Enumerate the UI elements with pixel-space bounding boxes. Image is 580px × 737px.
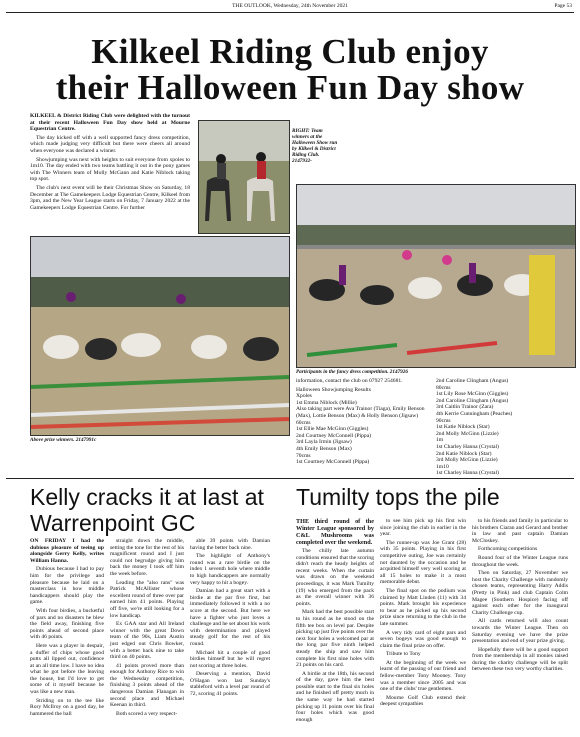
article-paragraph: All cards returned will also count towards the Winter League. Then on Saturday evening we have the prize presentation and end of year prize giving. <box>472 618 568 645</box>
article-paragraph: to his friends and family in particular to his brothers Ciaran and Gerard and brother in law and past captain Damian McCloskey. <box>472 518 568 544</box>
article-paragraph: The runner-up was Joe Grant (28) with 35 points. Playing in his first competitive outing, Joe was certainly not daunted by the occasion and he acquitted himself very well scoring at all 15 holes to make it a most memorable debut. <box>380 539 466 586</box>
result-line: 3rd Caitlin Trainor (Zara) <box>436 404 494 411</box>
result-line: 1st Charley Hanna (Crystal) <box>436 470 499 477</box>
fancy-dress-illustration <box>297 185 575 367</box>
article-paragraph: to see him pick up his first win since joining the club in earlier in the year. <box>380 518 466 538</box>
result-line: 1m <box>436 437 444 444</box>
header-rule <box>6 12 574 13</box>
article-paragraph: 41 points proved more than enough for Anthony Rice to win the Wednesday competition, finishing 3 points ahead of the dangerous Damian Flanagan in second place and Michael Keenan in third. <box>110 662 184 709</box>
result-line: 1st Lily Rose McGinn (Giggles) <box>436 391 509 398</box>
result-line: 1m10 <box>436 463 449 470</box>
golf2-col-3 <box>472 518 568 734</box>
article-paragraph: Striding on to the tee like Rory McIlroy on a good day, he hammered the ball <box>30 697 104 717</box>
article-paragraph: Round four of the Winter League runs throughout the week. <box>472 554 568 568</box>
result-line: 80cms <box>436 384 451 391</box>
result-line: 2nd Caroline Clingham (Angus) <box>436 397 509 404</box>
prize-winners-illustration <box>31 237 289 435</box>
article-paragraph: Mourne Golf Club extend their deepest sympathies <box>380 694 466 708</box>
golf2-col-2 <box>380 518 466 734</box>
page-header <box>0 2 580 12</box>
article-paragraph: At the beginning of the week we learnt of the passing of our friend and fellow-member Tony Mooney. Tony was a member since 2005 and was one of the clubs' true gentlemen. <box>380 659 466 693</box>
club-contact-info: information, contact the club on 07927 254681. <box>296 378 403 384</box>
result-line: 1st Ellie Mae McGinn (Giggles) <box>296 426 369 433</box>
article-paragraph: A birdie at the 18th, his second of the day, gave him the best possible start to the final six holes and he finished off pretty much in the same way he had started picking up 11 points over his final four holes which was good enough <box>296 670 374 723</box>
golf2-col-1 <box>296 518 374 734</box>
article-paragraph: Hopefully there will be a good support from the membership in all monies raised during the charity challenge will be split between these two very worthy charities. <box>472 646 568 673</box>
golf-headline-1: Kelly cracks it at last at Warrenpoint GC <box>30 484 264 536</box>
results-heading: Halloween Showjumping Results <box>296 386 371 393</box>
article-paragraph: Tribute to Tony <box>386 651 421 658</box>
article-paragraph: Forthcoming competitions <box>478 546 538 553</box>
result-line: Xpoles <box>296 393 312 400</box>
result-line: 1st Courtney McConnell (Pippa) <box>296 459 370 466</box>
article-paragraph: straight down the middle, setting the tone for the rest of his magnificent round and I just could not begrudge giving him back the money I took off him the week before. <box>110 538 184 577</box>
golf1-col-3 <box>190 538 270 734</box>
article-paragraph: With four birdies, a bucketful of pars and no disasters he blew the field away, finishing five points ahead of second place with 46 points. <box>30 607 104 641</box>
article-paragraph: Dubious because I had to pay him for the privilege and pleasure because he laid on a masterclass in how middle handicappers should play the game. <box>30 566 104 606</box>
fancy-dress-photo <box>296 184 576 368</box>
golf1-col-2 <box>110 538 184 734</box>
golf-headline-2: Tumilty tops the pile <box>296 484 500 510</box>
article-paragraph: The highlight of Anthony's round was a rare birdie on the index 1 seventh hole where middle to high handicappers are normally very happy to hit a bogey. <box>190 553 270 586</box>
article-paragraph: A very tidy card of eight pars and seven bogeys was good enough to claim the final prize on offer. <box>380 629 466 649</box>
golf1-col-1 <box>30 538 104 734</box>
results-col-2 <box>436 378 572 477</box>
article-paragraph: The final spot on the podium was claimed by Matt Linden (11) with 34 points. Mark brought his experience to bear as he picked up his second prize since returning to the club in the late summer. <box>380 587 466 627</box>
result-line: 2nd Courtney McConnell (Pippa) <box>296 432 372 439</box>
article1-body <box>30 113 190 233</box>
result-line: 4th Emily Benson (Max) <box>296 445 352 452</box>
article1-para: The club's next event will be their Christmas Show on Saturday, 18 December at The Gamekeepers Lodge Equestrian Centre, Kilkeel from 3pm, and the New Year League starts on Friday, 7 January 2022 at the Gamekeepers Lodge Equestrian Centre. For further <box>30 184 190 211</box>
article-paragraph: Both scored a very respect- <box>116 710 178 717</box>
article-paragraph: Ex GAA star and All Ireland winner with the great Down team of the 90s, Liam Austin just edged out Chris Bowker, with a better back nine to take third on 40 points. <box>110 621 184 661</box>
article-paragraph: Then on Saturday, 27 November we host the Charity Challenge with randomly chosen teams, representing Harry Addis (Pretty in Pink) and club Captain Colm Magee (Southern Hospice) facing off against each other for the inaugural Charity Challenge cup. <box>472 570 568 616</box>
team-winners-caption: RIGHT: Team winners at the Halloween Show run by Kilkeel & District Riding Club. 2147932- <box>292 128 338 164</box>
prize-winners-caption: Above prize winners. 2147991c <box>30 437 97 443</box>
article-paragraph: able 39 points with Damian having the better back nine. <box>190 538 270 551</box>
article1-lead: KILKEEL & District Riding Club were delighted with the turnout at their recent Halloween Fun Day show held at Mourne Equestrian Centre. <box>30 113 190 133</box>
result-line: 90cms <box>436 417 451 424</box>
results-col-1 <box>296 378 426 470</box>
article-paragraph: Michael hit a couple of good birdies himself but he will regret not scoring at three holes. <box>190 649 270 669</box>
headline-line-1: Kilkeel Riding Club enjoy <box>91 32 489 71</box>
section-rule <box>6 478 574 479</box>
team-winners-photo <box>198 120 290 234</box>
result-line: 3rd Layla Irmin (Jigsaw) <box>296 439 352 446</box>
result-line: 3rd Molly McGinn (Lizzie) <box>436 457 498 464</box>
page-number: Page 53 <box>554 3 572 9</box>
article-paragraph: Damian had a great start with a birdie at the par five first, but immediately followed it with a no score at the second. But here we have a fighter who just loves a challenge and he set about his work with determination and played steady golf for the rest of his round. <box>190 588 270 647</box>
result-line: 1st Emma Niblock (Millie) <box>296 399 357 406</box>
result-line: 4th Kerrie Cunningham (Peaches) <box>436 410 513 417</box>
article1-para: Showjumping was next with heights to suit everyone from xpoles to 1m10. The day ended with two teams battling it out in the pony games with The Winners team of Molly McGann and Katie Niblock taking top spot. <box>30 156 190 183</box>
result-line: 2nd Molly McGinn (Lizzie) <box>436 430 499 437</box>
result-line: 2nd Caroline Clingham (Angus) <box>436 378 509 384</box>
headline-line-2: their Halloween Fun Day show <box>55 68 525 107</box>
team-winners-illustration <box>199 121 289 233</box>
article-paragraph: The chilly late autumn conditions ensured that the scoring didn't reach the heady heights of recent weeks. When the curtain was drawn on the weekend proceedings, it was Mark Tumilty (19) who emerged from the pack as the overall winner with 36 points. <box>296 548 374 607</box>
golf2-lead: THE third round of the Winter League sponsored by C&L Mushrooms was completed over the weekend. <box>296 518 374 546</box>
result-line: 60cms <box>296 419 311 426</box>
result-line: 1st Charley Hanna (Crystal) <box>436 443 499 450</box>
result-line: 1st Katie Niblock (Star) <box>436 424 490 431</box>
article-paragraph: Mark had the best possible start to his round as he stood on the fifth tee box on level par. Despite picking up just five points over the next four holes a welcomed par at the long par five ninth helped steady the ship and saw him complete his first nine holes with 21 points on his card. <box>296 609 374 669</box>
result-line: 70cms <box>296 452 311 459</box>
article-paragraph: Here was a player in despair, a duffer of chips whose good putts all lipped out, confidence at an all time low. I have no idea what he got before the leaving the house, but I'd love to get some of it myself because he was like a new man. <box>30 642 104 696</box>
result-line: Also taking part were Ava Trainor (Tiaga), Emily Benson (Max), Lottie Benson (Max) & Holly Benson (Jigsaw) <box>296 406 425 419</box>
result-line: 2nd Katie Niblock (Star) <box>436 450 492 457</box>
masthead: THE OUTLOOK, Wednesday, 24th November 2021 <box>232 3 348 9</box>
article-paragraph: Leading the "also rans" was Patrick McAllister whose excellent round of three over par earned him 41 points. Playing off five, we're still looking for a low handicap. <box>110 579 184 619</box>
article-paragraph: Deserving a mention, David O'Hagan won last Sunday's stableford with a level par round of 72, scoring 41 points. <box>190 671 270 698</box>
prize-winners-photo <box>30 236 290 436</box>
article-paragraph: ON FRIDAY I had the dubious pleasure of teeing up alongside Gerry Kelly, writes William Hanna. <box>30 538 104 564</box>
article1-para: The day kicked off with a well supported fancy dress competition, which made judging very difficult but there were cheers all around when everyone was declared a winner. <box>30 134 190 154</box>
fancy-dress-caption: Participants in the fancy dress competition. 2147926 <box>296 369 408 375</box>
